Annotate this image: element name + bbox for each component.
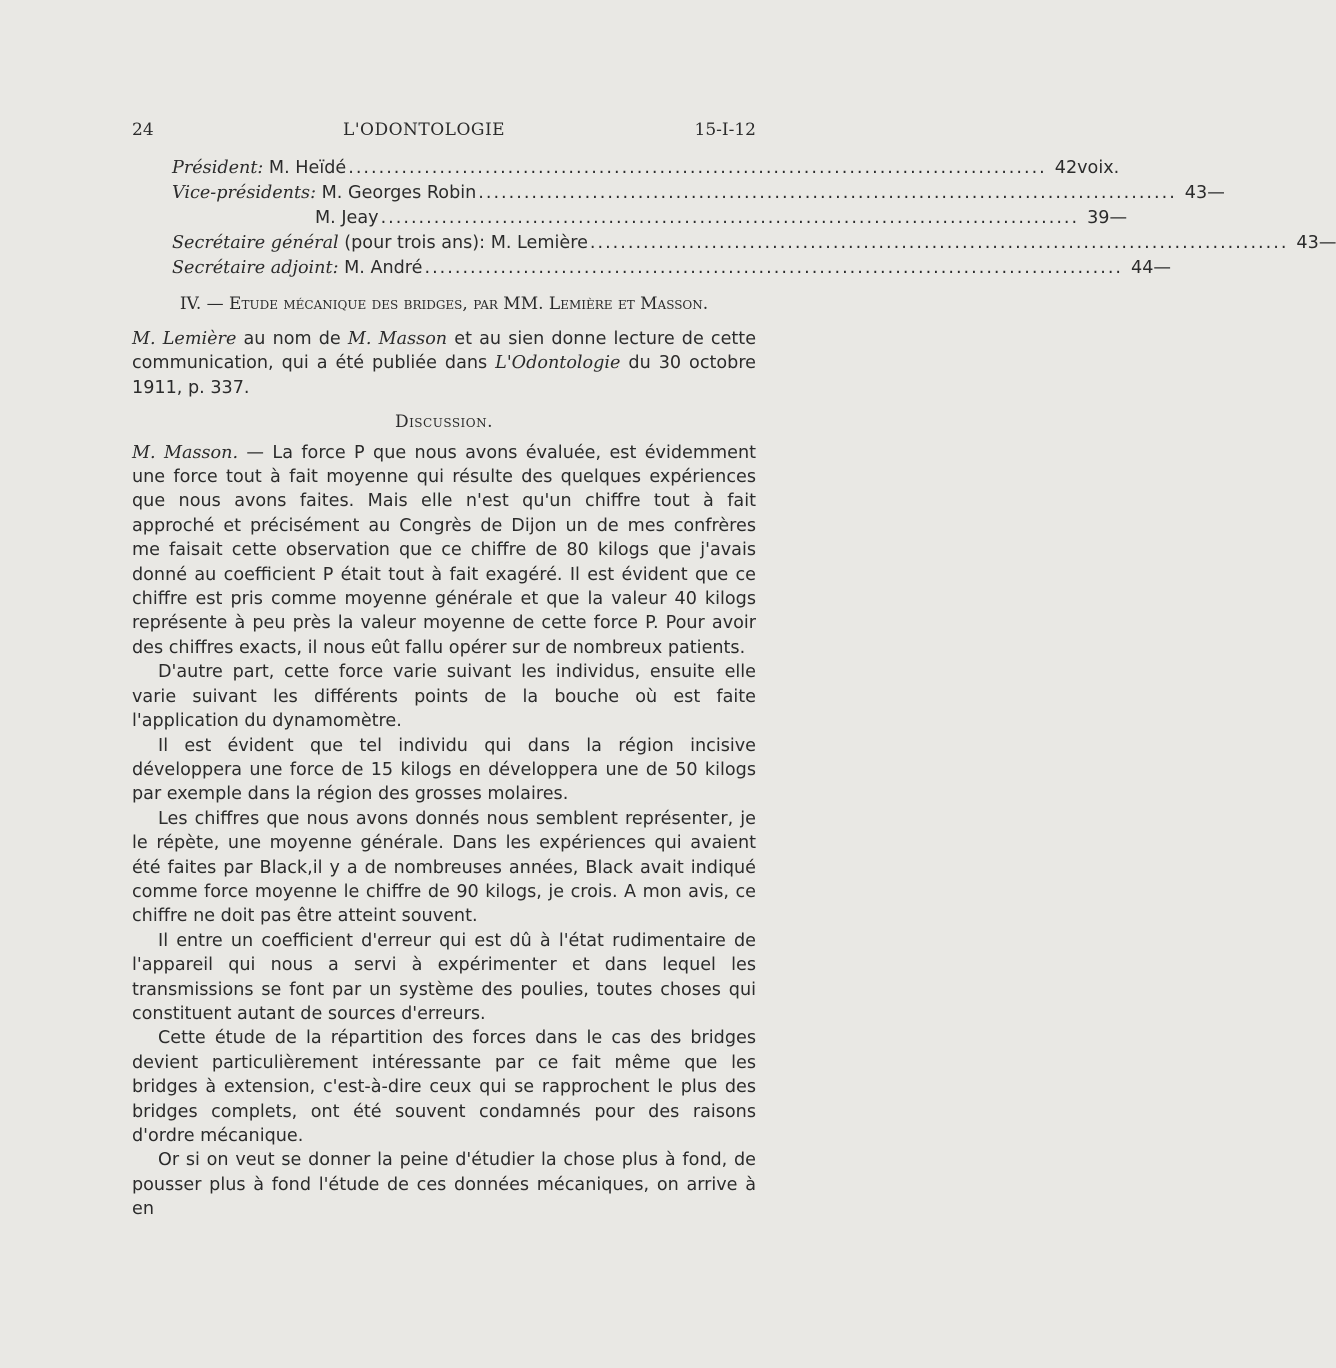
candidate-name: M. André xyxy=(338,258,423,278)
body-paragraph: D'autre part, cette force varie suivant les individus, ensuite elle varie suivant les différents points de la bouche où est faite l'application du dynamomètre. xyxy=(132,662,756,732)
section-heading: IV. — Etude mécanique des bridges, par MM. Lemière et Masson. xyxy=(179,294,709,314)
body-paragraph: Cette étude de la répartition des forces dans le cas des bridges devient particulièrement intéressante par ce fait même que les bridges à extension, c'est-à-dire ceux qui se rapprochent le plus des bridges complets, ont été souvent condamnés pour des raisons d'ordre mécanique. xyxy=(132,1028,756,1146)
body-paragraph: Il entre un coefficient d'erreur qui est dû à l'état rudimentaire de l'appareil qui nous a servi à expérimenter et dans lequel les transmissions se font par un système des poulies, toutes choses qui constituent autant de sources d'erreurs. xyxy=(132,930,756,1024)
vote-count: 42 xyxy=(1054,158,1078,178)
role-label: Secrétaire adjoint: xyxy=(172,258,339,278)
body-paragraph: M. Masson. — La force P que nous avons évaluée, est évidemment une force tout à fait moyenne qui résulte des quelques expériences que nous avons faites. Mais elle n'est qu'un chiffre tout à fait approché et précisément au Congrès de Dijon un de mes confrères me faisait cette observation que ce chiffre de 80 kilogs que j'avais donné au coefficient P était tout à fait exagéré. Il est évident que ce chiffre est pris comme moyenne générale et que la valeur 40 kilogs représente à peu près la valeur moyenne de cette force P. Pour avoir des chiffres exacts, il nous eût fallu opérer sur de nombreux patients. xyxy=(132,442,756,658)
election-results xyxy=(132,156,1336,281)
candidate-name: M. Heïdé xyxy=(263,158,347,178)
leader-dots: ............................................................................................ xyxy=(589,233,1289,253)
discussion-heading: Discussion. xyxy=(394,412,494,433)
role-label: Vice-présidents: xyxy=(172,183,317,203)
speaker-name: M. Masson xyxy=(347,329,448,349)
leader-dots: ............................................................................................ xyxy=(380,208,1080,228)
election-row xyxy=(172,156,1120,181)
election-row xyxy=(172,206,1128,231)
vote-unit: — xyxy=(1318,233,1336,253)
candidate-name: M. Georges Robin xyxy=(316,183,477,203)
election-row xyxy=(172,231,1336,256)
vote-count: 44 xyxy=(1131,258,1154,278)
running-header xyxy=(132,118,756,148)
vote-unit: — xyxy=(1109,208,1128,228)
leader-dots: ............................................................................................ xyxy=(424,258,1123,278)
role-label: Secrétaire général xyxy=(172,233,339,253)
candidate-name: M. Jeay xyxy=(315,208,379,228)
speaker-name: M. Masson. xyxy=(132,442,239,463)
journal-reference: L'Odontologie xyxy=(495,353,621,374)
body-paragraph: Il est évident que tel individu qui dans la région incisive développera une force de 15 kilogs en développera une de 50 kilogs par exemple dans la région des grosses molaires. xyxy=(132,735,756,805)
vote-count: 39 xyxy=(1087,208,1110,228)
speaker-name: M. Lemière xyxy=(132,329,237,349)
body-paragraph: Les chiffres que nous avons donnés nous semblent représenter, je le répète, une moyenne générale. Dans les expériences qui avaient été faites par Black,il y a de nombreuses années, Black avait indiqué comme force moyenne le chiffre de 90 kilogs, je crois. A mon avis, ce chiffre ne doit pas être atteint souvent. xyxy=(132,808,756,927)
election-row xyxy=(172,181,1225,206)
role-label: Président: xyxy=(172,158,264,178)
intro-paragraph: M. Lemière au nom de M. Masson et au sien donne lecture de cette communication, qui a été publiée dans L'Odontologie du 30 octobre 1911, p. 337. xyxy=(132,329,757,398)
issue-date: 15-I-12 xyxy=(694,120,756,140)
election-row xyxy=(172,256,1171,281)
candidate-name: (pour trois ans): M. Lemière xyxy=(338,233,588,253)
vote-unit: — xyxy=(1153,258,1171,278)
vote-unit: voix. xyxy=(1077,158,1120,178)
vote-count: 43 xyxy=(1184,183,1208,203)
journal-title: L'ODONTOLOGIE xyxy=(343,120,506,140)
body-paragraph: Or si on veut se donner la peine d'étudier la chose plus à fond, de pousser plus à fond l'étude de ces données mécaniques, on arrive à en xyxy=(132,1150,756,1220)
vote-count: 43 xyxy=(1296,233,1319,253)
leader-dots: ............................................................................................ xyxy=(478,183,1177,203)
document-page xyxy=(132,118,1336,1222)
leader-dots: ............................................................................................ xyxy=(348,158,1047,178)
vote-unit: — xyxy=(1207,183,1225,203)
page-number: 24 xyxy=(132,120,154,140)
